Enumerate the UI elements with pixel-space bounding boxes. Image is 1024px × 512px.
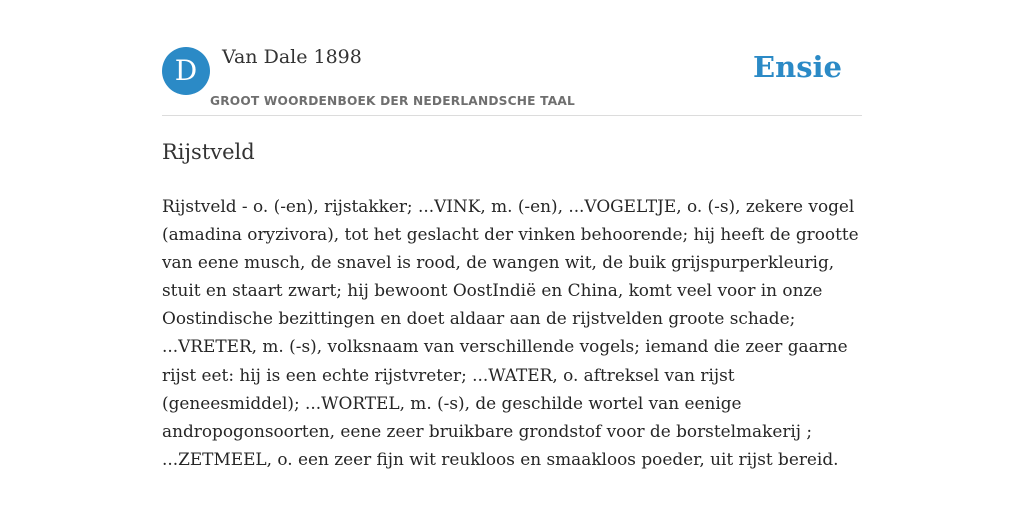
- entry-title: Rijstveld: [162, 140, 255, 164]
- source-header: [162, 40, 862, 116]
- definition-line: rijst eet: hij is een echte rijstvreter; ...WATER, o. aftreksel van rijst: [162, 364, 735, 385]
- definition-line: ...ZETMEEL, o. een zeer fijn wit reukloos en smaakloos poeder, uit rijst bereid.: [162, 448, 839, 469]
- definition-line: Oostindische bezittingen en doet aldaar aan de rijstvelden groote schade;: [162, 308, 796, 329]
- definition-line: (geneesmiddel); ...WORTEL, m. (-s), de geschilde wortel van eenige: [162, 392, 742, 413]
- entry-definition: [162, 192, 862, 473]
- source-avatar: D: [162, 47, 210, 95]
- definition-line: Rijstveld - o. (-en), rijstakker; ...VINK, m. (-en), ...VOGELTJE, o. (-s), zekere vogel: [162, 196, 855, 216]
- definition-line: andropogonsoorten, eene zeer bruikbare grondstof voor de borstelmakerij ;: [162, 420, 813, 441]
- source-title[interactable]: Van Dale 1898: [222, 46, 362, 68]
- definition-line: (amadina oryzivora), tot het geslacht der vinken behoorende; hij heeft de grootte: [162, 224, 859, 245]
- source-subtitle: GROOT WOORDENBOEK DER NEDERLANDSCHE TAAL: [210, 94, 575, 108]
- dictionary-card: [162, 40, 862, 469]
- definition-line: stuit en staart zwart; hij bewoont OostIndië en China, komt veel voor in onze: [162, 280, 823, 301]
- definition-line: ...VRETER, m. (-s), volksnaam van verschillende vogels; iemand die zeer gaarne: [162, 336, 848, 357]
- definition-line: van eene musch, de snavel is rood, de wangen wit, de buik grijspurperkleurig,: [162, 252, 835, 273]
- ensie-logo-link[interactable]: Ensie: [753, 50, 842, 84]
